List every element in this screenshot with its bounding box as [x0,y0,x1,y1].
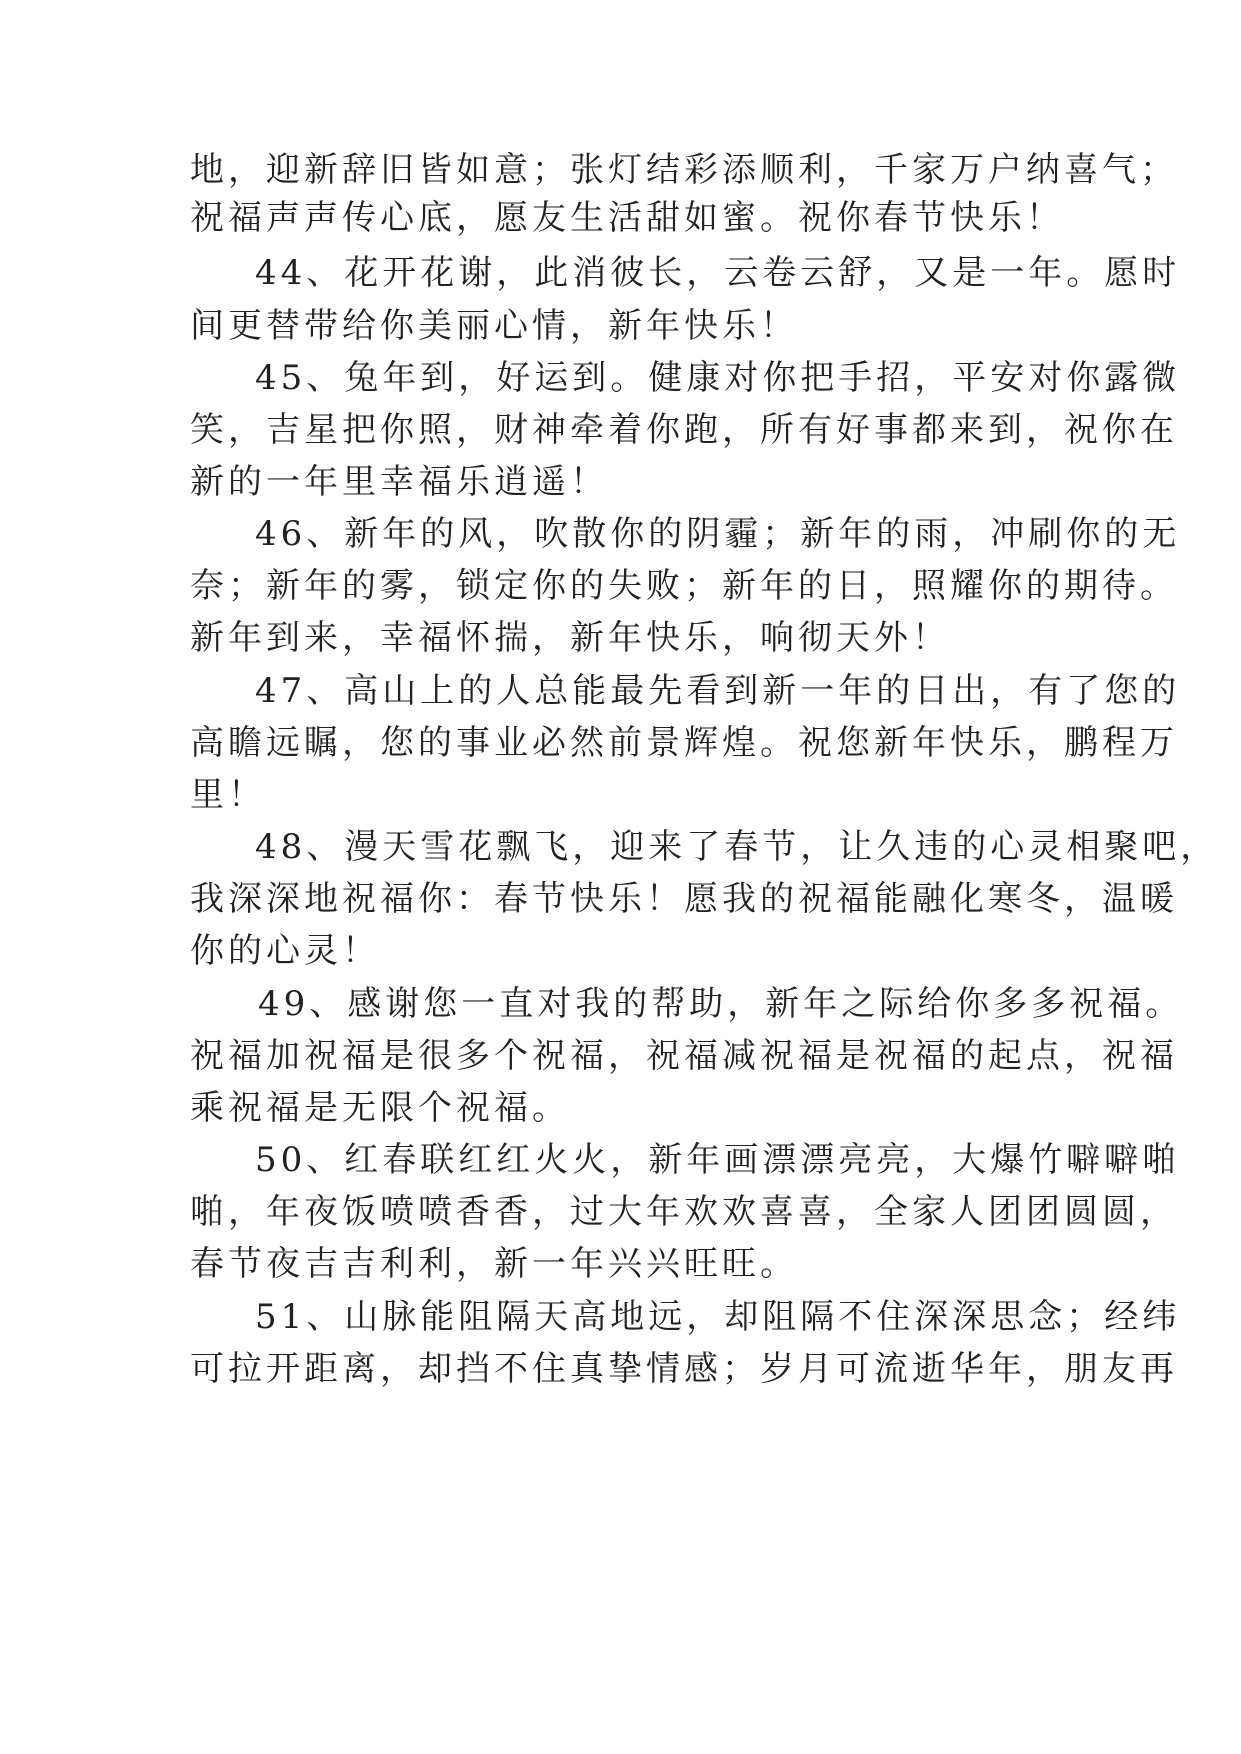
paragraph-44-start: 44、花开花谢，此消彼长，云卷云舒，又是一年。愿时 [255,253,1181,293]
text-line: 啪，年夜饭喷喷香香，过大年欢欢喜喜，全家人团团圆圆， [190,1192,1178,1232]
text-line: 春节夜吉吉利利，新一年兴兴旺旺。 [190,1244,798,1284]
paragraph-47-start: 47、高山上的人总能最先看到新一年的日出，有了您的 [255,671,1181,711]
paragraph-49-start: 49、感谢您一直对我的帮助，新年之际给你多多祝福。 [258,984,1184,1024]
text-line: 你的心灵！ [190,931,380,971]
paragraph-46-start: 46、新年的风，吹散你的阴霾；新年的雨，冲刷你的无 [255,514,1181,554]
text-line: 高瞻远瞩，您的事业必然前景辉煌。祝您新年快乐，鹏程万 [190,723,1178,763]
text-line: 奈；新年的雾，锁定你的失败；新年的日，照耀你的期待。 [190,566,1178,606]
text-line: 新的一年里幸福乐逍遥！ [190,462,608,502]
text-line: 我深深地祝福你：春节快乐！愿我的祝福能融化寒冬，温暖 [190,879,1178,919]
text-line: 新年到来，幸福怀揣，新年快乐，响彻天外！ [190,618,950,658]
paragraph-45-start: 45、兔年到，好运到。健康对你把手招，平安对你露微 [255,358,1181,398]
paragraph-51-start: 51、山脉能阻隔天高地远，却阻隔不住深深思念；经纬 [255,1297,1181,1337]
paragraph-48-start: 48、漫天雪花飘飞，迎来了春节，让久违的心灵相聚吧， [255,827,1219,867]
paragraph-50-start: 50、红春联红红火火，新年画漂漂亮亮，大爆竹噼噼啪 [255,1140,1181,1180]
text-line: 乘祝福是无限个祝福。 [190,1088,570,1128]
text-line: 里！ [190,775,266,815]
text-line: 可拉开距离，却挡不住真挚情感；岁月可流逝华年，朋友再 [190,1349,1178,1389]
text-line: 祝福加祝福是很多个祝福，祝福减祝福是祝福的起点，祝福 [190,1036,1178,1076]
text-line: 笑，吉星把你照，财神牵着你跑，所有好事都来到，祝你在 [190,410,1178,450]
text-line: 祝福声声传心底，愿友生活甜如蜜。祝你春节快乐！ [190,198,1064,238]
text-line: 间更替带给你美丽心情，新年快乐！ [190,306,798,346]
text-line: 地，迎新辞旧皆如意；张灯结彩添顺利，千家万户纳喜气； [190,150,1178,190]
